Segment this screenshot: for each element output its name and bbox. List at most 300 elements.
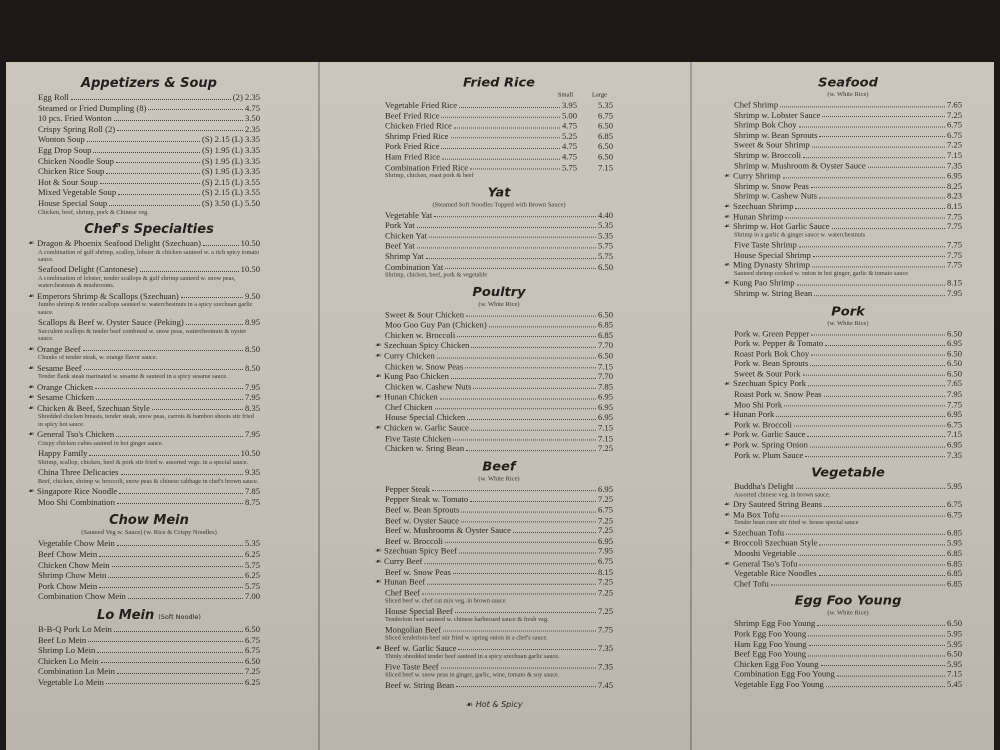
dot-leader	[426, 258, 596, 259]
dot-leader	[441, 148, 560, 149]
item-name: Vegetable Egg Foo Young	[734, 679, 824, 689]
item-name: Pork Yat	[385, 220, 415, 231]
dot-leader	[814, 295, 945, 296]
item-name: Beef w. String Bean	[385, 680, 455, 690]
menu-item	[734, 240, 962, 250]
section-title-text: Pork	[831, 304, 865, 319]
item-description: Shrimp, scallop, chicken, beef & pork stir fried w. assorted vegs. in a special sauce.	[38, 458, 249, 466]
section-title	[734, 76, 962, 90]
menu-column-left	[28, 70, 260, 687]
item-name: Chicken & Beef, Szechuan Style	[37, 402, 150, 413]
item-name: Vegetable Rice Noodles	[734, 568, 817, 579]
section-note: (w. White Rice)	[827, 91, 869, 98]
item-name: Vegetable Lo Mein	[38, 676, 104, 687]
dot-leader	[95, 388, 243, 389]
item-price: 6.50	[946, 348, 962, 359]
item-price: (S) 1.95 (L) 3.35	[202, 155, 260, 166]
dot-leader	[837, 676, 945, 677]
dot-leader	[456, 686, 596, 687]
dot-leader	[84, 369, 243, 370]
dot-leader	[432, 491, 596, 492]
menu-item	[734, 649, 962, 659]
menu-item	[375, 556, 613, 567]
item-price: 6.25	[244, 570, 260, 581]
section-title	[38, 513, 260, 528]
section-title-text: Lo Mein	[97, 607, 155, 623]
item-price: 6.75	[597, 504, 613, 515]
item-description: Thinly shredded tender beef sauteed in a spicy szechuan garlic sauce.	[385, 653, 560, 661]
menu-item	[385, 121, 613, 131]
dot-leader	[128, 598, 243, 599]
menu-item	[38, 448, 260, 459]
item-name: Seafood Delight (Cantonese)	[38, 264, 138, 275]
hot-spicy-icon: ☙	[724, 222, 731, 231]
item-price: 6.50	[244, 623, 260, 634]
item-name: Shrimp w. Cashew Nuts	[734, 191, 817, 201]
item-price: 7.95	[244, 429, 260, 440]
dot-leader	[783, 177, 945, 178]
item-price: 6.50	[946, 648, 962, 659]
menu-item	[385, 505, 613, 515]
menu-item	[734, 359, 962, 369]
item-name: Chef Chicken	[385, 402, 433, 413]
item-name: Pork Fried Rice	[385, 141, 440, 152]
item-name: Shrimp w. Snow Peas	[734, 180, 809, 191]
menu-item	[38, 264, 260, 275]
item-name: Combination Lo Mein	[38, 666, 115, 677]
dot-leader	[466, 450, 596, 451]
item-name: Sweet & Sour Shrimp	[734, 140, 810, 150]
item-name: Beef w. Broccoli	[385, 535, 443, 546]
menu-item	[734, 338, 962, 348]
menu-item	[385, 680, 613, 690]
menu-item	[734, 568, 962, 578]
section-title-text: Chow Mein	[109, 513, 189, 529]
item-price: 5.75	[597, 240, 613, 251]
item-name: Szechuan Spicy Chicken	[384, 340, 470, 351]
menu-item	[724, 211, 962, 221]
hot-spicy-icon: ☙	[28, 393, 35, 402]
item-price: 6.75	[946, 120, 962, 130]
dot-leader	[803, 375, 945, 376]
dot-leader	[824, 506, 945, 507]
menu-item	[38, 645, 260, 656]
item-price: 6.95	[597, 535, 613, 546]
item-price: 6.95	[946, 439, 962, 450]
dot-leader	[117, 673, 243, 674]
dot-leader	[140, 271, 239, 272]
item-price: (S) 2.15 (L) 3.35	[202, 134, 260, 145]
item-description: Assorted chinese veg. in brown sauce.	[734, 491, 831, 499]
dot-leader	[454, 127, 560, 128]
menu-item	[385, 220, 613, 230]
item-price: 7.95	[244, 392, 260, 403]
menu-item	[734, 679, 962, 689]
item-name: Pork w. Garlic Sauce	[733, 429, 806, 440]
menu-item	[734, 110, 962, 120]
item-price: 7.00	[244, 591, 260, 602]
hot-spicy-icon: ☙	[724, 212, 731, 220]
item-name: Happy Family	[38, 448, 88, 459]
section-title	[385, 186, 613, 201]
item-name: Five Taste Shrimp	[734, 239, 797, 250]
item-price: (S) 2.15 (L) 3.55	[202, 176, 260, 187]
item-name: Moo Goo Guy Pan (Chicken)	[385, 319, 487, 330]
item-name: Chicken Chow Mein	[38, 559, 110, 570]
item-name: China Three Delicacies	[38, 467, 119, 478]
dot-leader	[116, 436, 243, 437]
item-name: Chicken w. Sring Bean	[385, 443, 465, 454]
item-price: 5.75	[561, 162, 577, 172]
item-price: 7.85	[244, 486, 260, 497]
item-price: 4.40	[597, 209, 613, 220]
item-name: Combination Fried Rice	[385, 162, 469, 172]
menu-item	[38, 538, 260, 549]
dot-leader	[458, 649, 595, 650]
dot-leader	[96, 399, 243, 400]
item-name: Beef w. Snow Peas	[385, 566, 451, 577]
hot-spicy-legend	[466, 700, 523, 709]
item-name: Beef Lo Mein	[38, 634, 87, 645]
item-name: Scallops & Beef w. Oyster Sauce (Peking)	[38, 317, 184, 328]
menu-item	[38, 317, 260, 328]
dot-leader	[100, 183, 200, 184]
item-name: Beef Egg Foo Young	[734, 648, 807, 659]
dot-leader	[109, 205, 200, 206]
item-price: 6.95	[597, 412, 613, 423]
hot-spicy-icon: ☙	[28, 430, 35, 439]
item-price: 7.95	[946, 288, 962, 298]
item-description: Shrimp, chicken, roast pork & beef	[385, 172, 474, 180]
item-price: 7.65	[946, 379, 962, 389]
menu-item	[38, 145, 260, 156]
item-price: 8.23	[946, 191, 962, 201]
menu-item	[38, 581, 260, 592]
item-name: Pork Egg Foo Young	[734, 628, 807, 639]
dot-leader	[807, 436, 944, 437]
item-price: 10.50	[240, 448, 260, 459]
section-title-text: Chef's Specialties	[84, 221, 214, 237]
item-price: 9.50	[244, 290, 260, 301]
menu-item	[734, 399, 962, 409]
dot-leader	[203, 245, 239, 246]
hot-spicy-icon: ☙	[724, 379, 731, 388]
item-price: 7.25	[946, 109, 962, 120]
dot-leader	[785, 218, 945, 219]
item-price: (S) 2.15 (L) 3.55	[202, 187, 260, 198]
dot-leader	[513, 532, 596, 533]
dot-leader	[89, 455, 238, 456]
dot-leader	[83, 350, 243, 351]
dot-leader	[106, 173, 200, 174]
hot-spicy-icon: ☙	[724, 171, 731, 180]
dot-leader	[453, 440, 596, 441]
section-title	[734, 466, 962, 480]
hot-spicy-icon: ☙	[375, 372, 382, 381]
item-price-large: 6.50	[597, 120, 613, 131]
dot-leader	[811, 355, 945, 356]
menu-item	[28, 343, 260, 355]
item-description: Beef, chicken, shrimp w. broccoli, snow peas & chinese cabbage in chef's brown sauce.	[38, 477, 259, 485]
item-price: 4.75	[561, 141, 577, 152]
item-price: 7.25	[597, 577, 613, 587]
item-name: Ham Fried Rice	[385, 151, 440, 162]
dot-leader	[471, 429, 596, 430]
hot-spicy-icon: ☙	[28, 382, 35, 391]
item-name: Beef w. Bean Sprouts	[385, 504, 460, 515]
dot-leader	[114, 120, 243, 121]
dot-leader	[824, 395, 945, 396]
item-price: 6.95	[946, 338, 962, 348]
item-price: 6.50	[597, 309, 613, 320]
section-title	[38, 76, 260, 91]
item-name: Emperors Shrimp & Scallops (Szechuan)	[37, 290, 179, 301]
menu-item	[385, 525, 613, 535]
menu-item	[734, 639, 962, 649]
item-name: Chef Beef	[385, 587, 421, 598]
item-description: Sliced beef w. chef cut mix veg. in brown sauce.	[385, 597, 507, 605]
item-price: (S) 1.95 (L) 3.35	[202, 166, 260, 177]
item-name: Chef Shrimp	[734, 99, 779, 110]
item-price: 6.50	[946, 328, 962, 338]
item-name: Broccoli Szechuan Style	[733, 538, 818, 548]
item-name: Shrimp Chow Mein	[38, 570, 107, 581]
dot-leader	[93, 152, 200, 153]
dot-leader	[118, 194, 200, 195]
menu-item	[734, 579, 962, 589]
item-name: Steamed or Fried Dumpling (8)	[38, 102, 147, 113]
item-price: 4.75	[561, 151, 577, 162]
item-name: Five Taste Beef	[385, 661, 439, 672]
menu-item	[38, 187, 260, 198]
menu-item	[385, 662, 613, 672]
item-name: Chicken w. Snow Peas	[385, 360, 464, 371]
item-name: Shrimp Lo Mein	[38, 645, 96, 656]
item-price-large: 5.35	[597, 100, 613, 110]
item-description: Tender bean cure stir fried w. house special sauce	[734, 519, 859, 527]
item-name: Sweet & Sour Chicken	[385, 309, 465, 320]
menu-item	[724, 558, 962, 568]
item-price: 6.85	[597, 330, 613, 340]
dot-leader	[97, 652, 243, 653]
menu-item	[724, 260, 962, 270]
item-name: Vegetable Fried Rice	[385, 100, 458, 110]
section-title	[385, 460, 613, 475]
menu-item	[385, 131, 613, 141]
item-description: Tenderloin beef sauteed w. chinese barbecued sauce & fresh veg.	[385, 616, 549, 624]
item-name: Pork w. Pepper & Tomato	[734, 338, 824, 348]
dot-leader	[771, 585, 945, 586]
menu-item	[385, 382, 613, 392]
menu-item	[38, 560, 260, 571]
dot-leader	[99, 556, 243, 557]
dot-leader	[808, 635, 945, 636]
item-name: Curry Chicken	[384, 350, 435, 361]
section-title-text: Beef	[482, 459, 516, 475]
section-title-text: Egg Foo Young	[794, 594, 902, 609]
dot-leader	[445, 268, 596, 269]
fold-line-left	[318, 62, 320, 750]
item-price: 7.25	[597, 515, 613, 525]
item-price: 6.50	[597, 350, 613, 361]
dot-leader	[417, 247, 596, 248]
dot-leader	[440, 398, 596, 399]
dot-leader	[451, 138, 560, 139]
menu-item	[734, 250, 962, 260]
item-name: Combination Egg Foo Young	[734, 669, 835, 679]
menu-item	[375, 577, 613, 587]
item-name: Vegetable Chow Mein	[38, 538, 115, 549]
dot-leader	[459, 107, 560, 108]
menu-item	[734, 618, 962, 628]
menu-item	[724, 429, 962, 440]
dot-leader	[786, 534, 945, 535]
dot-leader	[121, 474, 243, 475]
item-description: Tender flank steak marinated w. sesame & sauteed in a spicy sesame sauce.	[38, 373, 228, 381]
item-name: Chicken Yat	[385, 230, 428, 241]
item-name: Ma Box Tofu	[733, 509, 780, 520]
dot-leader	[116, 162, 200, 163]
dot-leader	[429, 237, 596, 238]
item-price: 5.75	[597, 251, 613, 262]
dot-leader	[443, 631, 596, 632]
item-price: 7.45	[597, 680, 613, 690]
item-description: Chunks of tender steak, w. orange flavor sauce.	[38, 354, 158, 362]
item-price: 7.75	[946, 260, 962, 270]
menu-item	[734, 288, 962, 298]
item-description: Chicken, beef, shrimp, pork & Chinese veg.	[38, 208, 149, 216]
item-price: 6.95	[597, 402, 613, 413]
hot-spicy-icon: ☙	[375, 547, 382, 555]
item-price-large: 6.85	[597, 131, 613, 141]
dot-leader	[826, 686, 945, 687]
hot-spicy-icon: ☙	[28, 487, 35, 496]
item-name: Orange Chicken	[37, 381, 94, 392]
menu-item	[385, 444, 613, 454]
item-name: Ham Egg Foo Young	[734, 638, 807, 649]
dot-leader	[799, 565, 944, 566]
menu-item	[734, 389, 962, 399]
item-name: Shrimp Yat	[385, 251, 424, 262]
dot-leader	[781, 516, 945, 517]
dot-leader	[106, 683, 243, 684]
menu-item	[724, 538, 962, 548]
dot-leader	[417, 227, 596, 228]
item-price: 7.75	[946, 239, 962, 250]
hot-spicy-icon: ☙	[28, 291, 35, 300]
dot-leader	[473, 388, 596, 389]
dot-leader	[453, 573, 596, 574]
dot-leader	[796, 488, 945, 489]
menu-item	[734, 659, 962, 669]
menu-item	[385, 330, 613, 340]
item-description: Shredded chicken breasts, tender steak, snow peas, carrots & bamboo shoots stir fried in spicy hot sauce.	[38, 413, 254, 428]
dot-leader	[117, 503, 243, 504]
item-name: Pork w. Spring Onion	[733, 439, 808, 450]
dot-leader	[832, 228, 945, 229]
item-price: 6.50	[597, 261, 613, 272]
item-price: 7.35	[597, 642, 613, 653]
item-price: 5.45	[946, 679, 962, 689]
hot-spicy-icon: ☙	[375, 578, 382, 586]
menu-item	[385, 162, 613, 172]
item-price: 6.95	[946, 170, 962, 181]
item-name: Szechuan Shrimp	[733, 201, 794, 211]
item-name: Five Taste Chicken	[385, 433, 452, 444]
menu-item	[375, 546, 613, 556]
item-price: 7.15	[597, 422, 613, 433]
menu-item	[385, 484, 613, 494]
item-description: Shrimp in a garlic & ginger sauce w. waterchestnuts	[734, 231, 866, 239]
dot-leader	[811, 187, 945, 188]
item-price: (S) 1.95 (L) 3.35	[202, 144, 260, 155]
menu-item	[38, 198, 260, 209]
item-name: Mixed Vegetable Soup	[38, 187, 117, 198]
item-name: Pork w. Bean Sprouts	[734, 358, 809, 369]
dot-leader	[808, 655, 945, 656]
dot-leader	[489, 326, 596, 327]
item-price: 7.25	[597, 494, 613, 505]
menu-item	[28, 402, 260, 414]
dot-leader	[809, 645, 945, 646]
item-name: Hunan Shrimp	[733, 211, 784, 221]
menu-item	[38, 156, 260, 167]
dot-leader	[821, 665, 945, 666]
item-name: House Special Shrimp	[734, 249, 811, 260]
item-price: 6.25	[244, 676, 260, 687]
menu-item	[385, 606, 613, 616]
dot-leader	[776, 416, 945, 417]
menu-item	[28, 290, 260, 302]
menu-item	[28, 392, 260, 403]
menu-item	[734, 140, 962, 150]
item-price: 8.50	[244, 343, 260, 354]
menu-item	[385, 241, 613, 251]
item-price: 5.95	[946, 628, 962, 639]
item-price: 6.95	[597, 391, 613, 402]
item-price-large: 6.50	[597, 141, 613, 152]
menu-item	[38, 497, 260, 508]
item-price: 5.35	[597, 220, 613, 231]
item-name: Shrimp Egg Foo Young	[734, 618, 816, 629]
menu-item	[385, 361, 613, 371]
item-price: 7.15	[597, 433, 613, 444]
section-note: (Steamed Soft Noodles Topped with Brown Sauce)	[432, 201, 566, 209]
item-name: Orange Beef	[37, 343, 81, 354]
item-price: 6.75	[244, 645, 260, 656]
item-name: Egg Drop Soup	[38, 144, 92, 155]
item-price: 5.00	[561, 110, 577, 121]
dot-leader	[825, 345, 945, 346]
item-price: 8.95	[244, 317, 260, 328]
item-name: Szechuan Spicy Beef	[384, 546, 458, 556]
section-note: (w. White Rice)	[478, 475, 520, 483]
dot-leader	[471, 347, 596, 348]
menu-item	[734, 130, 962, 140]
item-price: 6.85	[946, 558, 962, 568]
item-price: 7.70	[597, 371, 613, 382]
item-name: Moo Shi Pork	[734, 399, 783, 409]
dot-leader	[71, 99, 231, 100]
item-name: Wonton Soup	[38, 134, 85, 145]
menu-item	[724, 379, 962, 389]
section-title	[38, 608, 260, 623]
hot-spicy-icon: ☙	[724, 538, 731, 547]
item-name: Shrimp Bok Choy	[734, 120, 797, 130]
item-price: 6.95	[946, 409, 962, 420]
dot-leader	[435, 409, 596, 410]
item-name: General Tso's Chicken	[37, 429, 115, 440]
